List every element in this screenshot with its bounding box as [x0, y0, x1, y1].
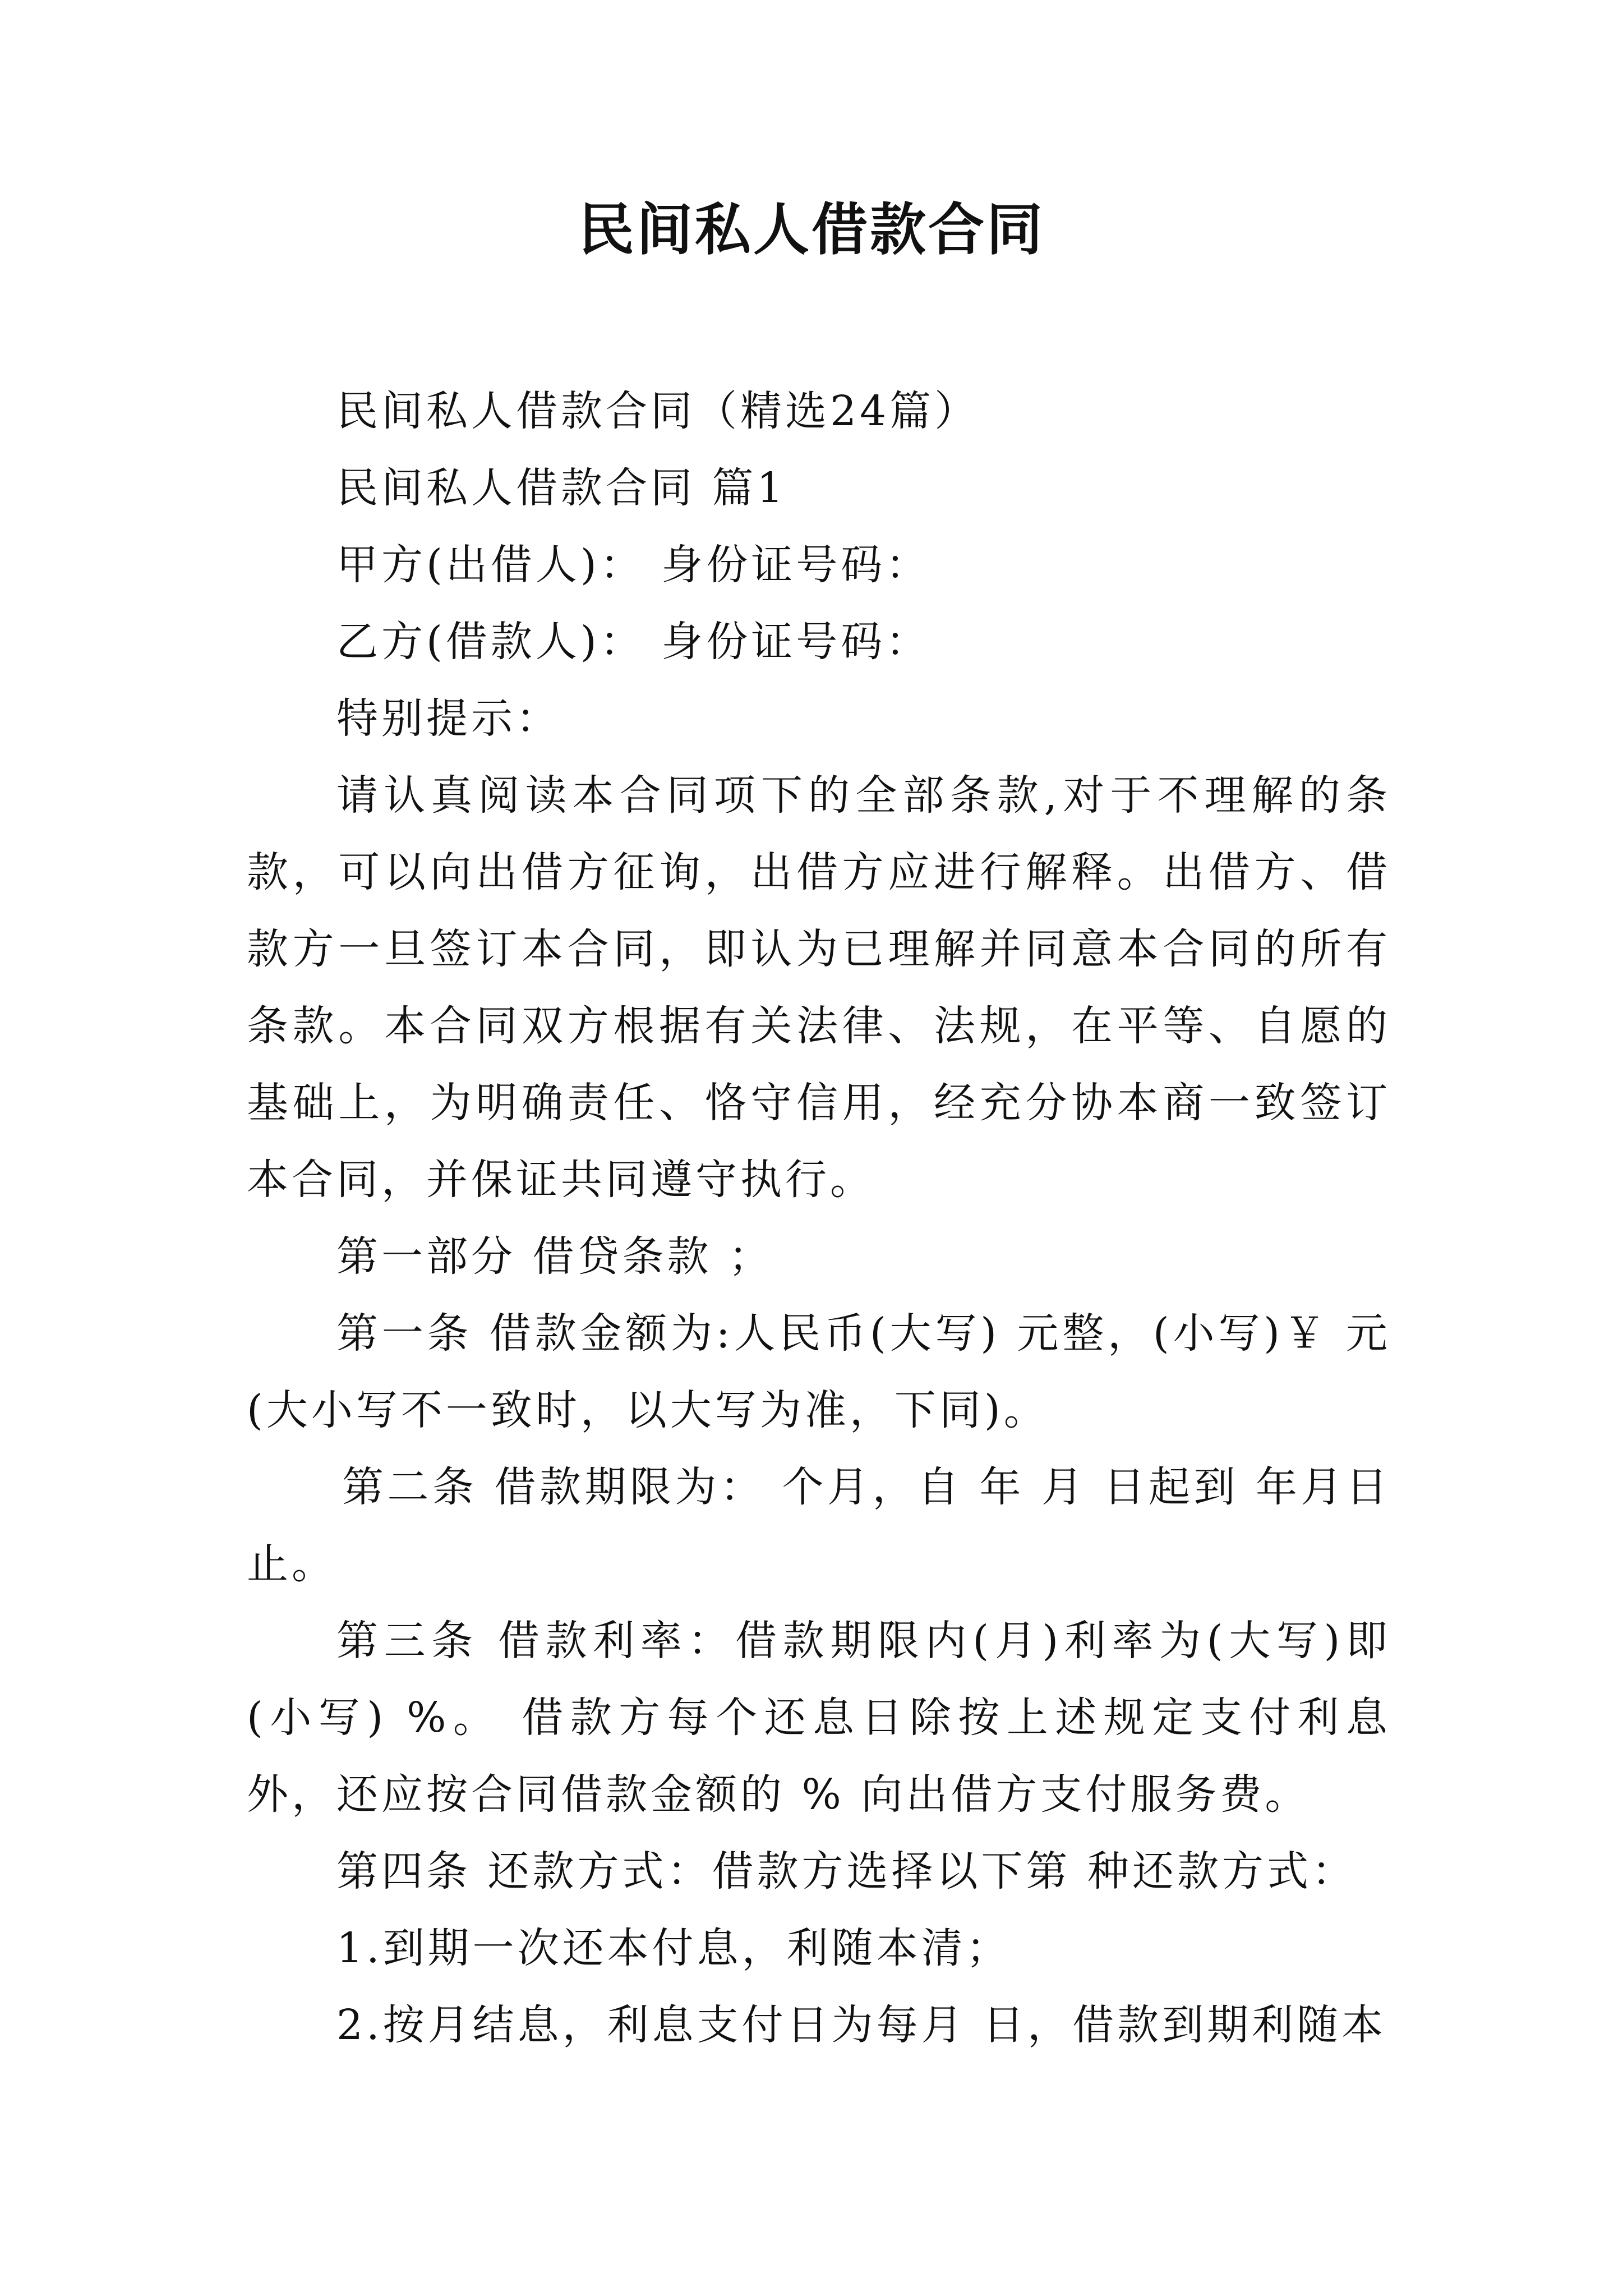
paragraph-section-heading: 民间私人借款合同 篇1 — [336, 464, 787, 512]
document-title: 民间私人借款合同 — [578, 197, 1045, 263]
paragraph-article-2: 第二条 借款期限为： 个月，自 年 月 日起到 年月日止。 — [247, 1463, 1391, 1588]
paragraph-repayment-option-2: 2.按月结息，利息支付日为每月 日，借款到期利随本 — [336, 2001, 1387, 2049]
paragraph-part-one: 第一部分 借贷条款 ； — [336, 1232, 774, 1281]
document-body — [247, 373, 1391, 2064]
paragraph-special-notice: 请认真阅读本合同项下的全部条款,对于不理解的条款，可以向出借方征询，出借方应进行解释。出借方、借款方一旦签订本合同，即认为已理解并同意本合同的所有条款。本合同双方根据有关法律、法规，在平等、自愿的基础上，为明确责任、恪守信用，经充分协本商一致签订本合同，并保证共同遵守执行。 — [247, 771, 1391, 1204]
paragraph-special-notice-label: 特别提示： — [336, 694, 561, 743]
paragraph-article-3: 第三条 借款利率：借款期限内(月)利率为(大写)即(小写) %。 借款方每个还息日除按上述规定支付利息外，还应按合同借款金额的 % 向出借方支付服务费。 — [247, 1617, 1391, 1819]
paragraph-party-b: 乙方(借款人)： 身份证号码： — [336, 618, 931, 666]
paragraph-repayment-option-1: 1.到期一次还本付息，利随本清； — [336, 1924, 1011, 1972]
paragraph-article-1: 第一条 借款金额为:人民币(大写) 元整，(小写)￥ 元(大小写不一致时，以大写为准，下同)。 — [247, 1309, 1391, 1434]
paragraph-subtitle: 民间私人借款合同（精选24篇） — [336, 387, 980, 435]
paragraph-article-4: 第四条 还款方式：借款方选择以下第 种还款方式： — [336, 1847, 1357, 1895]
paragraph-party-a: 甲方(出借人)： 身份证号码： — [336, 541, 931, 589]
